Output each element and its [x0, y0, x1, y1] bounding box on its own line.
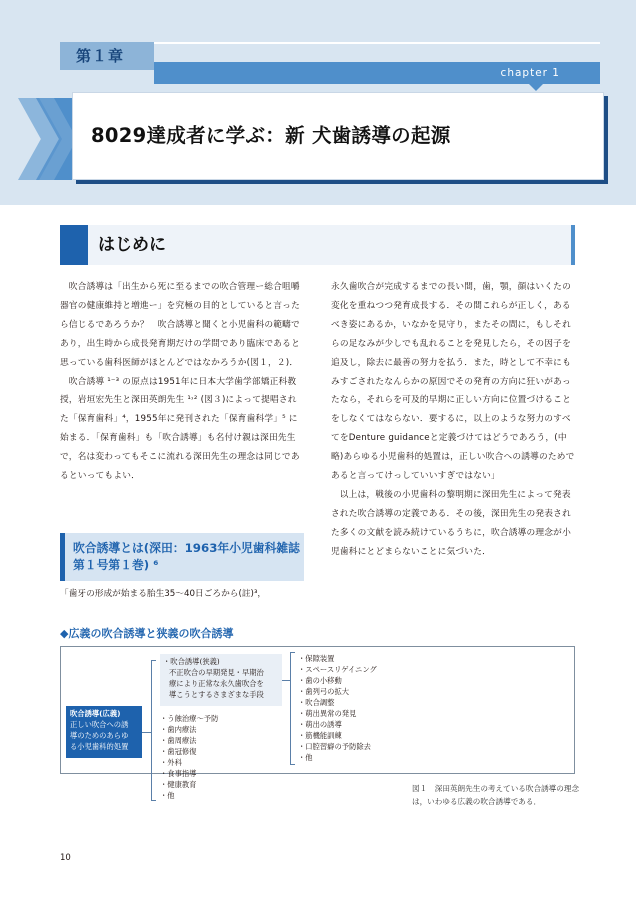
list-item: ・歯列弓の拡大 [298, 687, 350, 696]
list-item: ・歯冠修復 [160, 747, 197, 756]
broad-box-title: 吹合誘導(広義) [70, 709, 121, 718]
narrow-box-line: 不正吹合の早期発見・早期治 [169, 668, 264, 677]
chapter-marker-triangle-icon [529, 84, 543, 91]
section-heading-title: 吹合誘導とは(深田：1963年小児歯科雑誌第１号第１巻) ⁶ [73, 541, 300, 572]
narrow-box-line: 導こうとするさまざまな手段 [169, 690, 264, 699]
section-heading-bar [60, 533, 65, 581]
connector-line [290, 652, 295, 653]
list-item: ・スペースリゲイニング [298, 665, 377, 674]
list-item: ・歯周療法 [160, 736, 197, 745]
list-item: ・萌出異常の発見 [298, 709, 357, 718]
paragraph: 吹合誘導 ¹⁻³ の原点は1951年に日本大学歯学部矯正科教授，岩垣宏先生と深田英朗先生 ¹˒² (図３)によって提唱された「保育歯科」⁴，1955年に発刊された「保育歯科学」⁵ に始まる．「保育歯科」も「吹合誘導」も名付け親は深田先生で，名は変わってもそこに流れる深田先生の理念は同じであるといってもよい． [60, 376, 300, 482]
broad-box-line: る小児歯科的処置 [70, 742, 129, 751]
paragraph: 吹合誘導は「出生から死に至るまでの吹合管理ー総合咀嚼器官の健康維持と増進ー」を究極の目的としていると言ったら信じるであろうか？ 吹合誘導と聞くと小児歯科の範疇であり，出生時から成長発育期だけの学問であり臨床であると思っている歯科医師がほとんどではなかろうか(図１，２)． [60, 282, 300, 368]
narrow-box-title: ・吹合誘導(狭義) [163, 657, 220, 666]
list-item: ・う蝕治療〜予防 [160, 714, 219, 723]
broad-box-line: 正しい吹合への誘 [70, 720, 129, 729]
connector-line [282, 680, 290, 681]
figure-caption: 図１ 深田英朗先生の考えている吹合誘導の理念は，いわゆる広義の吹合誘導である． [412, 784, 580, 806]
list-item: ・萌出の誘導 [298, 720, 342, 729]
right-column [331, 278, 576, 562]
list-item: ・他 [160, 791, 175, 800]
list-item: ・食事指導 [160, 769, 197, 778]
list-item: ・外科 [160, 758, 182, 767]
chapter-title: 8029達成者に学ぶ：新 犬歯誘導の起源 [91, 124, 451, 147]
chapter-title-box [72, 92, 604, 180]
broad-box-line: 導のためのあらゆ [70, 731, 129, 740]
page-number: 10 [60, 853, 71, 863]
broad-occlusion-box [66, 706, 142, 758]
list-item: ・他 [298, 753, 313, 762]
left-column [60, 278, 304, 486]
list-item: ・歯内療法 [160, 725, 197, 734]
chapter-tab-rule [154, 42, 600, 44]
paragraph: 以上は，戦後の小児歯科の黎明期に深田先生によって発表された吹合誘導の定義である．その後，深田先生の発表された多くの文献を読み続けているうちに，吹合誘導の理念が小児歯科にとどまらないことに気づいた． [331, 489, 571, 557]
section-heading-definition [60, 533, 304, 581]
list-item: ・歯の小移動 [298, 676, 342, 685]
paragraph: 永久歯吹合が完成するまでの長い間，歯，顎，顔はいくたの変化を重ねつつ発育成長する．その間これらが正しく，あるべき姿にあるか，いなかを見守り，またその間に，もしそれらの足なみが少しでも乱れることを発見したら，その因子を追及し，除去に最善の努力を払う．また，時として不幸にもみすごされたなんらかの原因でその発育の方向に狂いがあったなら，それらを可及的早期に正しい方向に位置づけることをしなくてはならない．要するに，以上のような努力のすべてをDenture guidanceと定義づけてはどうであろう，(中略)あらゆる小児歯科的処置は，正しい吹合への誘導のためであると言ってけっしていいすぎではない」 [331, 282, 575, 482]
section-heading-bar [60, 225, 88, 265]
list-item: ・筋機能訓練 [298, 731, 342, 740]
connector-line [151, 660, 156, 661]
list-item: ・吹合調整 [298, 698, 335, 707]
connector-line [151, 800, 156, 801]
connector-line [290, 652, 291, 764]
section-heading-title: はじめに [98, 235, 166, 255]
narrow-box-line: 療により正常な永久歯吹合を [169, 679, 264, 688]
section-heading-intro [60, 225, 575, 265]
list-item: ・健康教育 [160, 780, 197, 789]
connector-line [151, 660, 152, 800]
list-item: ・口腔習癖の予防除去 [298, 742, 371, 751]
connector-line [290, 764, 295, 765]
chapter-tab [60, 42, 154, 70]
chapter-bar [154, 62, 600, 84]
chapter-en-label: chapter 1 [500, 67, 560, 79]
list-item: ・保隙装置 [298, 654, 335, 663]
figure-heading: ◆広義の吹合誘導と狭義の吹合誘導 [60, 627, 234, 640]
chapter-label: 第１章 [76, 47, 125, 65]
paragraph: 「歯牙の形成が始まる胎生35〜40日ごろから(註)³， [60, 589, 267, 599]
connector-line [142, 732, 151, 733]
